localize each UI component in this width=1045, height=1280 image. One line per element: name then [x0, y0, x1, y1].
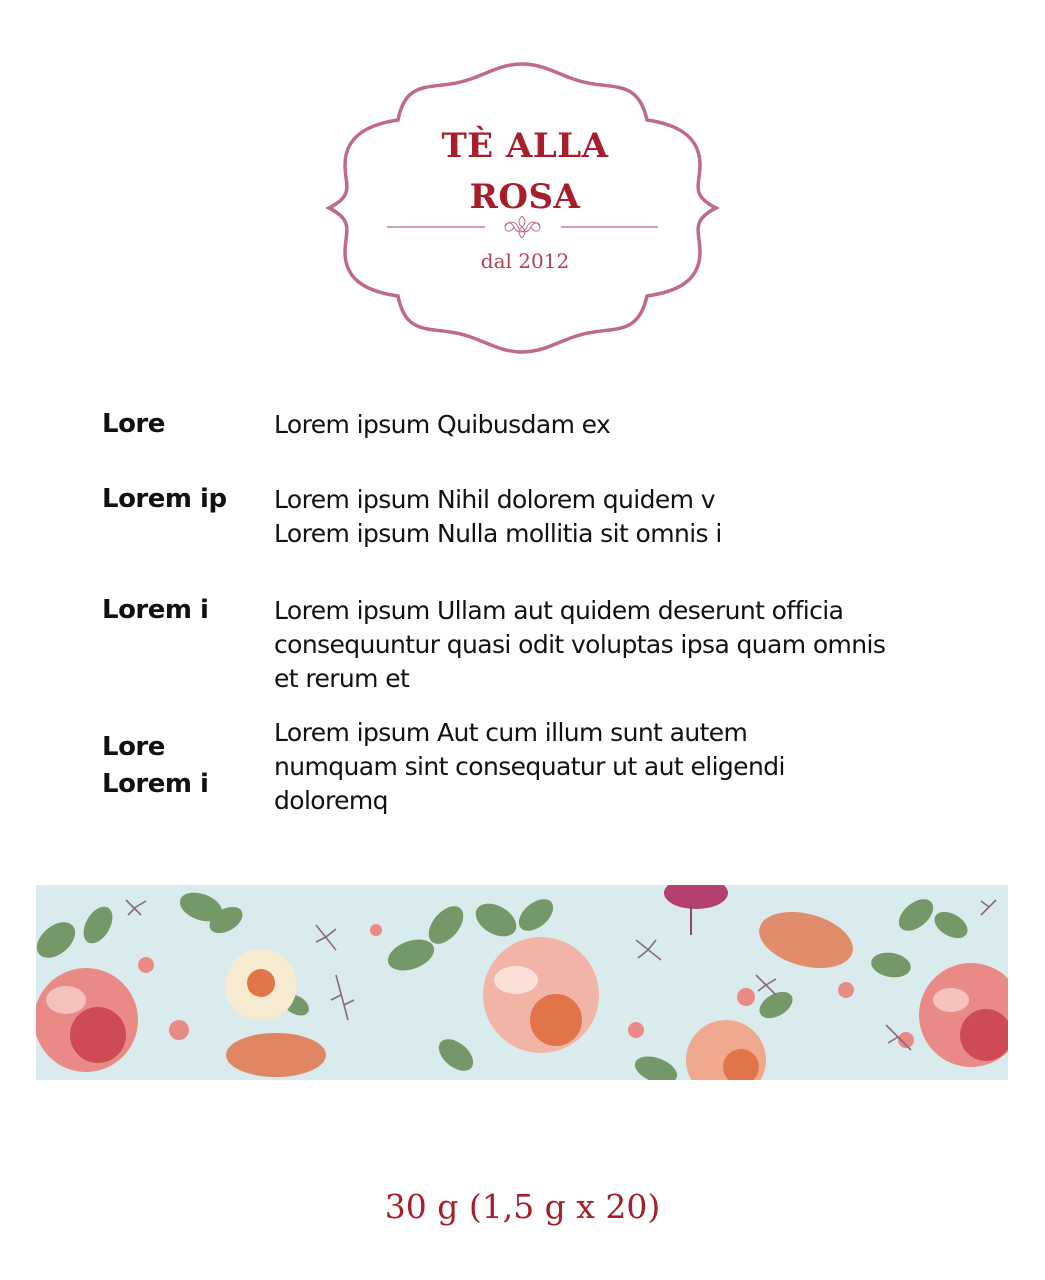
- spec-value: [274, 716, 964, 818]
- spec-label-line: Lore: [102, 732, 165, 762]
- floral-roses-icon: [36, 885, 1008, 1080]
- spec-label: Lorem ip: [102, 484, 227, 514]
- spec-label-line: Lorem i: [102, 769, 209, 799]
- spec-value: [274, 483, 964, 551]
- spec-value-line: consequuntur quasi odit voluptas ipsa quam omnis: [274, 630, 886, 659]
- spec-value: [274, 408, 964, 442]
- brand-title-line2: ROSA: [469, 177, 581, 217]
- spec-value-line: Lorem ipsum Nihil dolorem quidem v: [274, 485, 715, 514]
- spec-value-line: numquam sint consequatur ut aut eligendi: [274, 752, 785, 781]
- spec-value-line: et rerum et: [274, 664, 410, 693]
- brand-established: dal 2012: [480, 249, 570, 273]
- spec-value-line: doloremq: [274, 786, 388, 815]
- spec-label: Lore: [102, 409, 165, 439]
- spec-value-line: Lorem ipsum Nulla mollitia sit omnis i: [274, 519, 722, 548]
- spec-value-line: Lorem ipsum Quibusdam ex: [274, 410, 611, 439]
- brand-title-line1: TÈ ALLA: [441, 126, 609, 166]
- package-weight: 30 g (1,5 g x 20): [384, 1187, 661, 1226]
- floral-pattern-band: [36, 885, 1008, 1080]
- spec-label: [102, 729, 208, 803]
- spec-value: [274, 594, 964, 696]
- spec-value-line: Lorem ipsum Ullam aut quidem deserunt officia: [274, 596, 844, 625]
- brand-badge: [320, 56, 730, 366]
- spec-label: Lorem i: [102, 595, 209, 625]
- spec-value-line: Lorem ipsum Aut cum illum sunt autem: [274, 718, 748, 747]
